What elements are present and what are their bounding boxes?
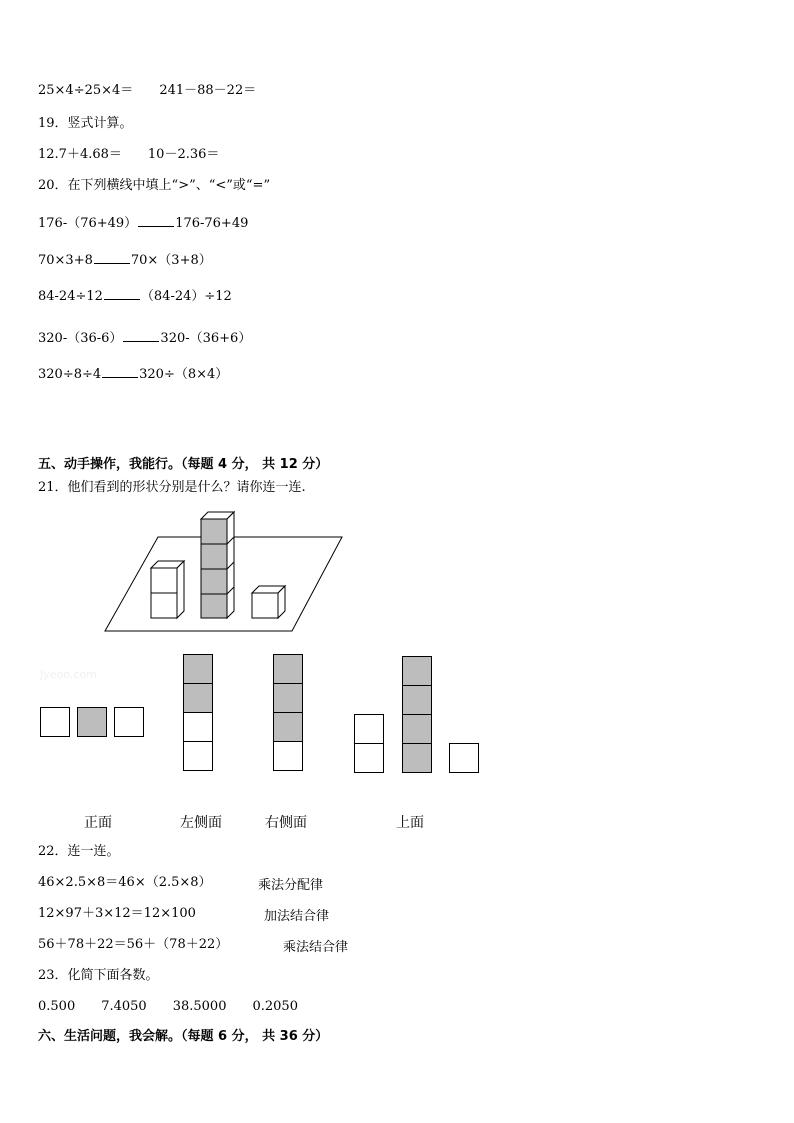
q20-right: 320÷（8×4）	[139, 367, 229, 382]
q18-expr-b: 241－88－22＝	[159, 83, 257, 98]
q22-law[interactable]: 乘法分配律	[258, 878, 324, 893]
q20-left: 70×3+8	[38, 253, 93, 268]
single-cube	[252, 586, 285, 618]
q22-law[interactable]: 乘法结合律	[283, 940, 349, 955]
q19-title: 19．竖式计算。	[38, 116, 133, 131]
section-6-heading: 六、生活问题，我会解。（每题 6 分， 共 36 分）	[38, 1029, 329, 1044]
q20-left: 320÷8÷4	[38, 367, 102, 382]
q23-title: 23．化简下面各数。	[38, 968, 159, 983]
q22-expr[interactable]: 12×97＋3×12＝12×100	[38, 906, 196, 921]
q20-title: 20．在下列横线中填上“>”、“<”或“=”	[38, 178, 271, 193]
q20-left: 84-24÷12	[38, 289, 103, 304]
label-front[interactable]: 正面	[84, 815, 112, 831]
q22-law[interactable]: 加法结合律	[264, 909, 330, 924]
answer-blank[interactable]	[102, 365, 138, 378]
tall-cube-stack	[201, 512, 234, 618]
section-5-heading: 五、动手操作，我能行。（每题 4 分， 共 12 分）	[38, 457, 329, 472]
q22-title: 22．连一连。	[38, 844, 120, 859]
q19-exprs	[38, 147, 219, 163]
number: 0.500	[38, 999, 76, 1014]
q18-expr-a: 25×4÷25×4＝	[38, 83, 134, 98]
q21-title: 21．他们看到的形状分别是什么？请你连一连.	[38, 480, 306, 495]
q22-expr[interactable]: 46×2.5×8＝46×（2.5×8）	[38, 875, 212, 890]
number: 38.5000	[172, 999, 227, 1014]
q20-right: 70×（3+8）	[130, 253, 212, 268]
q18-line	[38, 83, 256, 99]
answer-blank[interactable]	[104, 287, 140, 300]
q22-expr[interactable]: 56＋78＋22＝56＋（78＋22）	[38, 937, 229, 952]
left-cube-stack	[151, 561, 184, 618]
q20-item	[38, 251, 212, 269]
number: 7.4050	[101, 999, 147, 1014]
q20-right: 320-（36+6）	[160, 331, 252, 346]
q20-item	[38, 365, 228, 383]
q20-left: 320-（36-6）	[38, 331, 123, 346]
answer-blank[interactable]	[94, 251, 130, 264]
q20-item	[38, 287, 232, 305]
watermark: Jyeoo.com	[40, 668, 97, 681]
q20-right: （84-24）÷12	[140, 289, 232, 304]
cube-arrangement-figure	[100, 505, 350, 635]
label-left-side[interactable]: 左侧面	[180, 815, 222, 831]
label-right-side[interactable]: 右侧面	[265, 815, 307, 831]
q20-right: 176-76+49	[175, 216, 249, 231]
q20-left: 176-（76+49）	[38, 216, 138, 231]
q20-item	[38, 329, 251, 347]
q19-expr-b: 10－2.36＝	[147, 147, 220, 162]
q19-expr-a: 12.7＋4.68＝	[38, 147, 122, 162]
answer-blank[interactable]	[138, 214, 174, 227]
answer-blank[interactable]	[123, 329, 159, 342]
q23-numbers	[38, 999, 298, 1015]
q20-item	[38, 214, 248, 232]
label-top[interactable]: 上面	[396, 815, 424, 831]
number: 0.2050	[252, 999, 298, 1014]
